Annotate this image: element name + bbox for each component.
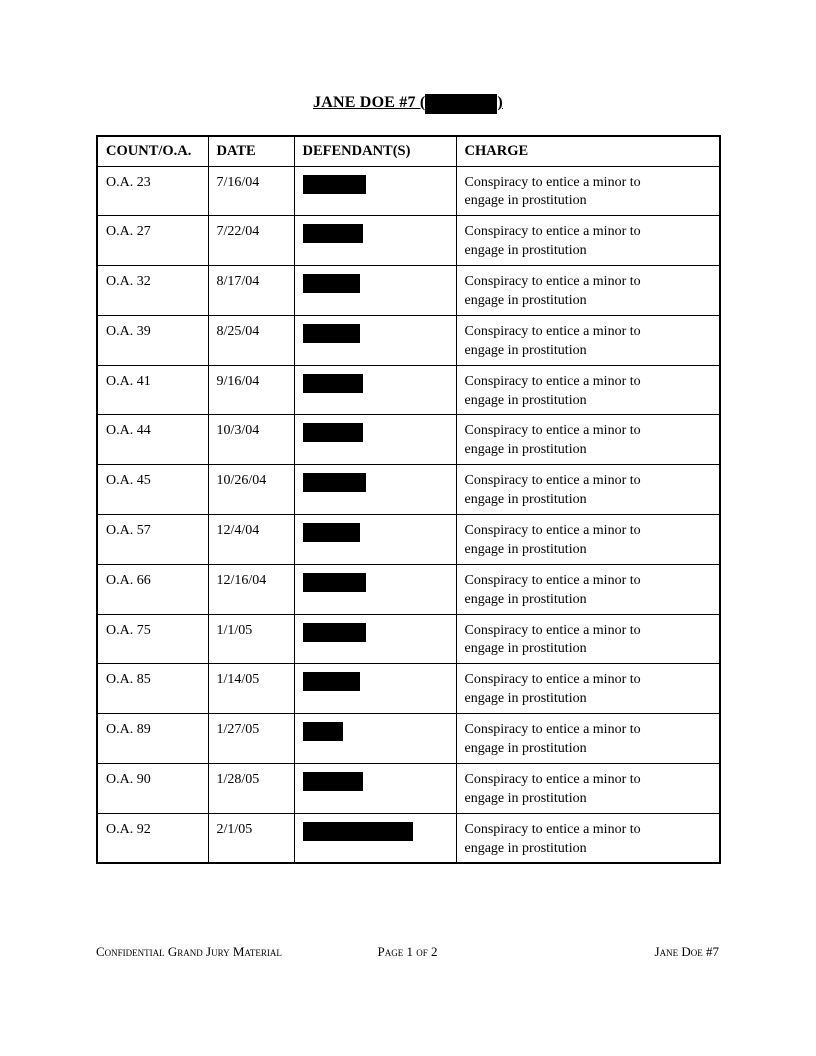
charge-cell: Conspiracy to entice a minor to engage in prostitution [456,415,720,465]
charge-cell: Conspiracy to entice a minor to engage in prostitution [456,365,720,415]
count-cell: O.A. 90 [97,763,208,813]
count-cell: O.A. 57 [97,514,208,564]
count-cell: O.A. 39 [97,315,208,365]
table-row [97,415,720,465]
charge-cell: Conspiracy to entice a minor to engage in prostitution [456,813,720,863]
defendant-cell [294,216,456,266]
table-row [97,514,720,564]
date-cell: 9/16/04 [208,365,294,415]
count-cell: O.A. 41 [97,365,208,415]
defendant-cell [294,664,456,714]
defendant-cell [294,813,456,863]
defendant-cell [294,614,456,664]
date-cell: 8/25/04 [208,315,294,365]
table-row [97,266,720,316]
defendant-cell [294,564,456,614]
table-row [97,664,720,714]
defendant-cell [294,714,456,764]
defendant-cell [294,514,456,564]
column-header: DEFENDANT(S) [294,136,456,166]
count-cell: O.A. 44 [97,415,208,465]
defendant-cell [294,763,456,813]
date-cell: 7/16/04 [208,166,294,216]
date-cell: 2/1/05 [208,813,294,863]
charge-cell: Conspiracy to entice a minor to engage in prostitution [456,714,720,764]
date-cell: 1/28/05 [208,763,294,813]
date-cell: 10/3/04 [208,415,294,465]
table-row [97,315,720,365]
defendant-redaction-box [303,374,363,393]
count-cell: O.A. 92 [97,813,208,863]
page-title [0,94,816,112]
defendant-redaction-box [303,324,360,343]
date-cell: 1/1/05 [208,614,294,664]
charge-cell: Conspiracy to entice a minor to engage in prostitution [456,266,720,316]
count-cell: O.A. 27 [97,216,208,266]
defendant-redaction-box [303,224,363,243]
table-row [97,166,720,216]
title-redaction-box [425,94,497,114]
column-header: DATE [208,136,294,166]
defendant-redaction-box [303,573,366,592]
defendant-cell [294,266,456,316]
date-cell: 12/16/04 [208,564,294,614]
defendant-redaction-box [303,623,366,642]
page-footer [96,944,719,960]
count-cell: O.A. 23 [97,166,208,216]
table-row [97,465,720,515]
footer-page-number: Page 1 of 2 [377,944,438,959]
defendant-redaction-box [303,175,366,194]
table-row [97,216,720,266]
defendant-cell [294,465,456,515]
table-row [97,564,720,614]
charge-cell: Conspiracy to entice a minor to engage in prostitution [456,166,720,216]
count-cell: O.A. 85 [97,664,208,714]
charge-cell: Conspiracy to entice a minor to engage in prostitution [456,664,720,714]
defendant-cell [294,365,456,415]
defendant-redaction-box [303,672,360,691]
footer-confidential-label: Confidential Grand Jury Material [96,944,282,959]
date-cell: 8/17/04 [208,266,294,316]
charge-cell: Conspiracy to entice a minor to engage in prostitution [456,564,720,614]
date-cell: 7/22/04 [208,216,294,266]
date-cell: 1/27/05 [208,714,294,764]
date-cell: 1/14/05 [208,664,294,714]
count-cell: O.A. 75 [97,614,208,664]
defendant-cell [294,166,456,216]
table-row [97,714,720,764]
footer-doc-label: Jane Doe #7 [654,944,719,959]
charge-cell: Conspiracy to entice a minor to engage in prostitution [456,614,720,664]
defendant-redaction-box [303,722,343,741]
counts-table [96,135,721,864]
charge-cell: Conspiracy to entice a minor to engage in prostitution [456,465,720,515]
charge-cell: Conspiracy to entice a minor to engage in prostitution [456,514,720,564]
date-cell: 10/26/04 [208,465,294,515]
page-title-suffix: ) [497,94,503,111]
page-title-prefix: JANE DOE #7 ( [313,94,426,111]
count-cell: O.A. 45 [97,465,208,515]
column-header: CHARGE [456,136,720,166]
count-cell: O.A. 66 [97,564,208,614]
table-row [97,763,720,813]
defendant-redaction-box [303,523,360,542]
table-row [97,614,720,664]
table-row [97,365,720,415]
count-cell: O.A. 32 [97,266,208,316]
table-row [97,813,720,863]
charge-cell: Conspiracy to entice a minor to engage in prostitution [456,763,720,813]
defendant-redaction-box [303,473,366,492]
date-cell: 12/4/04 [208,514,294,564]
table-header-row [97,136,720,166]
charge-cell: Conspiracy to entice a minor to engage in prostitution [456,315,720,365]
defendant-cell [294,315,456,365]
defendant-redaction-box [303,274,360,293]
defendant-redaction-box [303,423,363,442]
column-header: COUNT/O.A. [97,136,208,166]
charge-cell: Conspiracy to entice a minor to engage in prostitution [456,216,720,266]
defendant-cell [294,415,456,465]
count-cell: O.A. 89 [97,714,208,764]
defendant-redaction-box [303,772,363,791]
defendant-redaction-box [303,822,413,841]
